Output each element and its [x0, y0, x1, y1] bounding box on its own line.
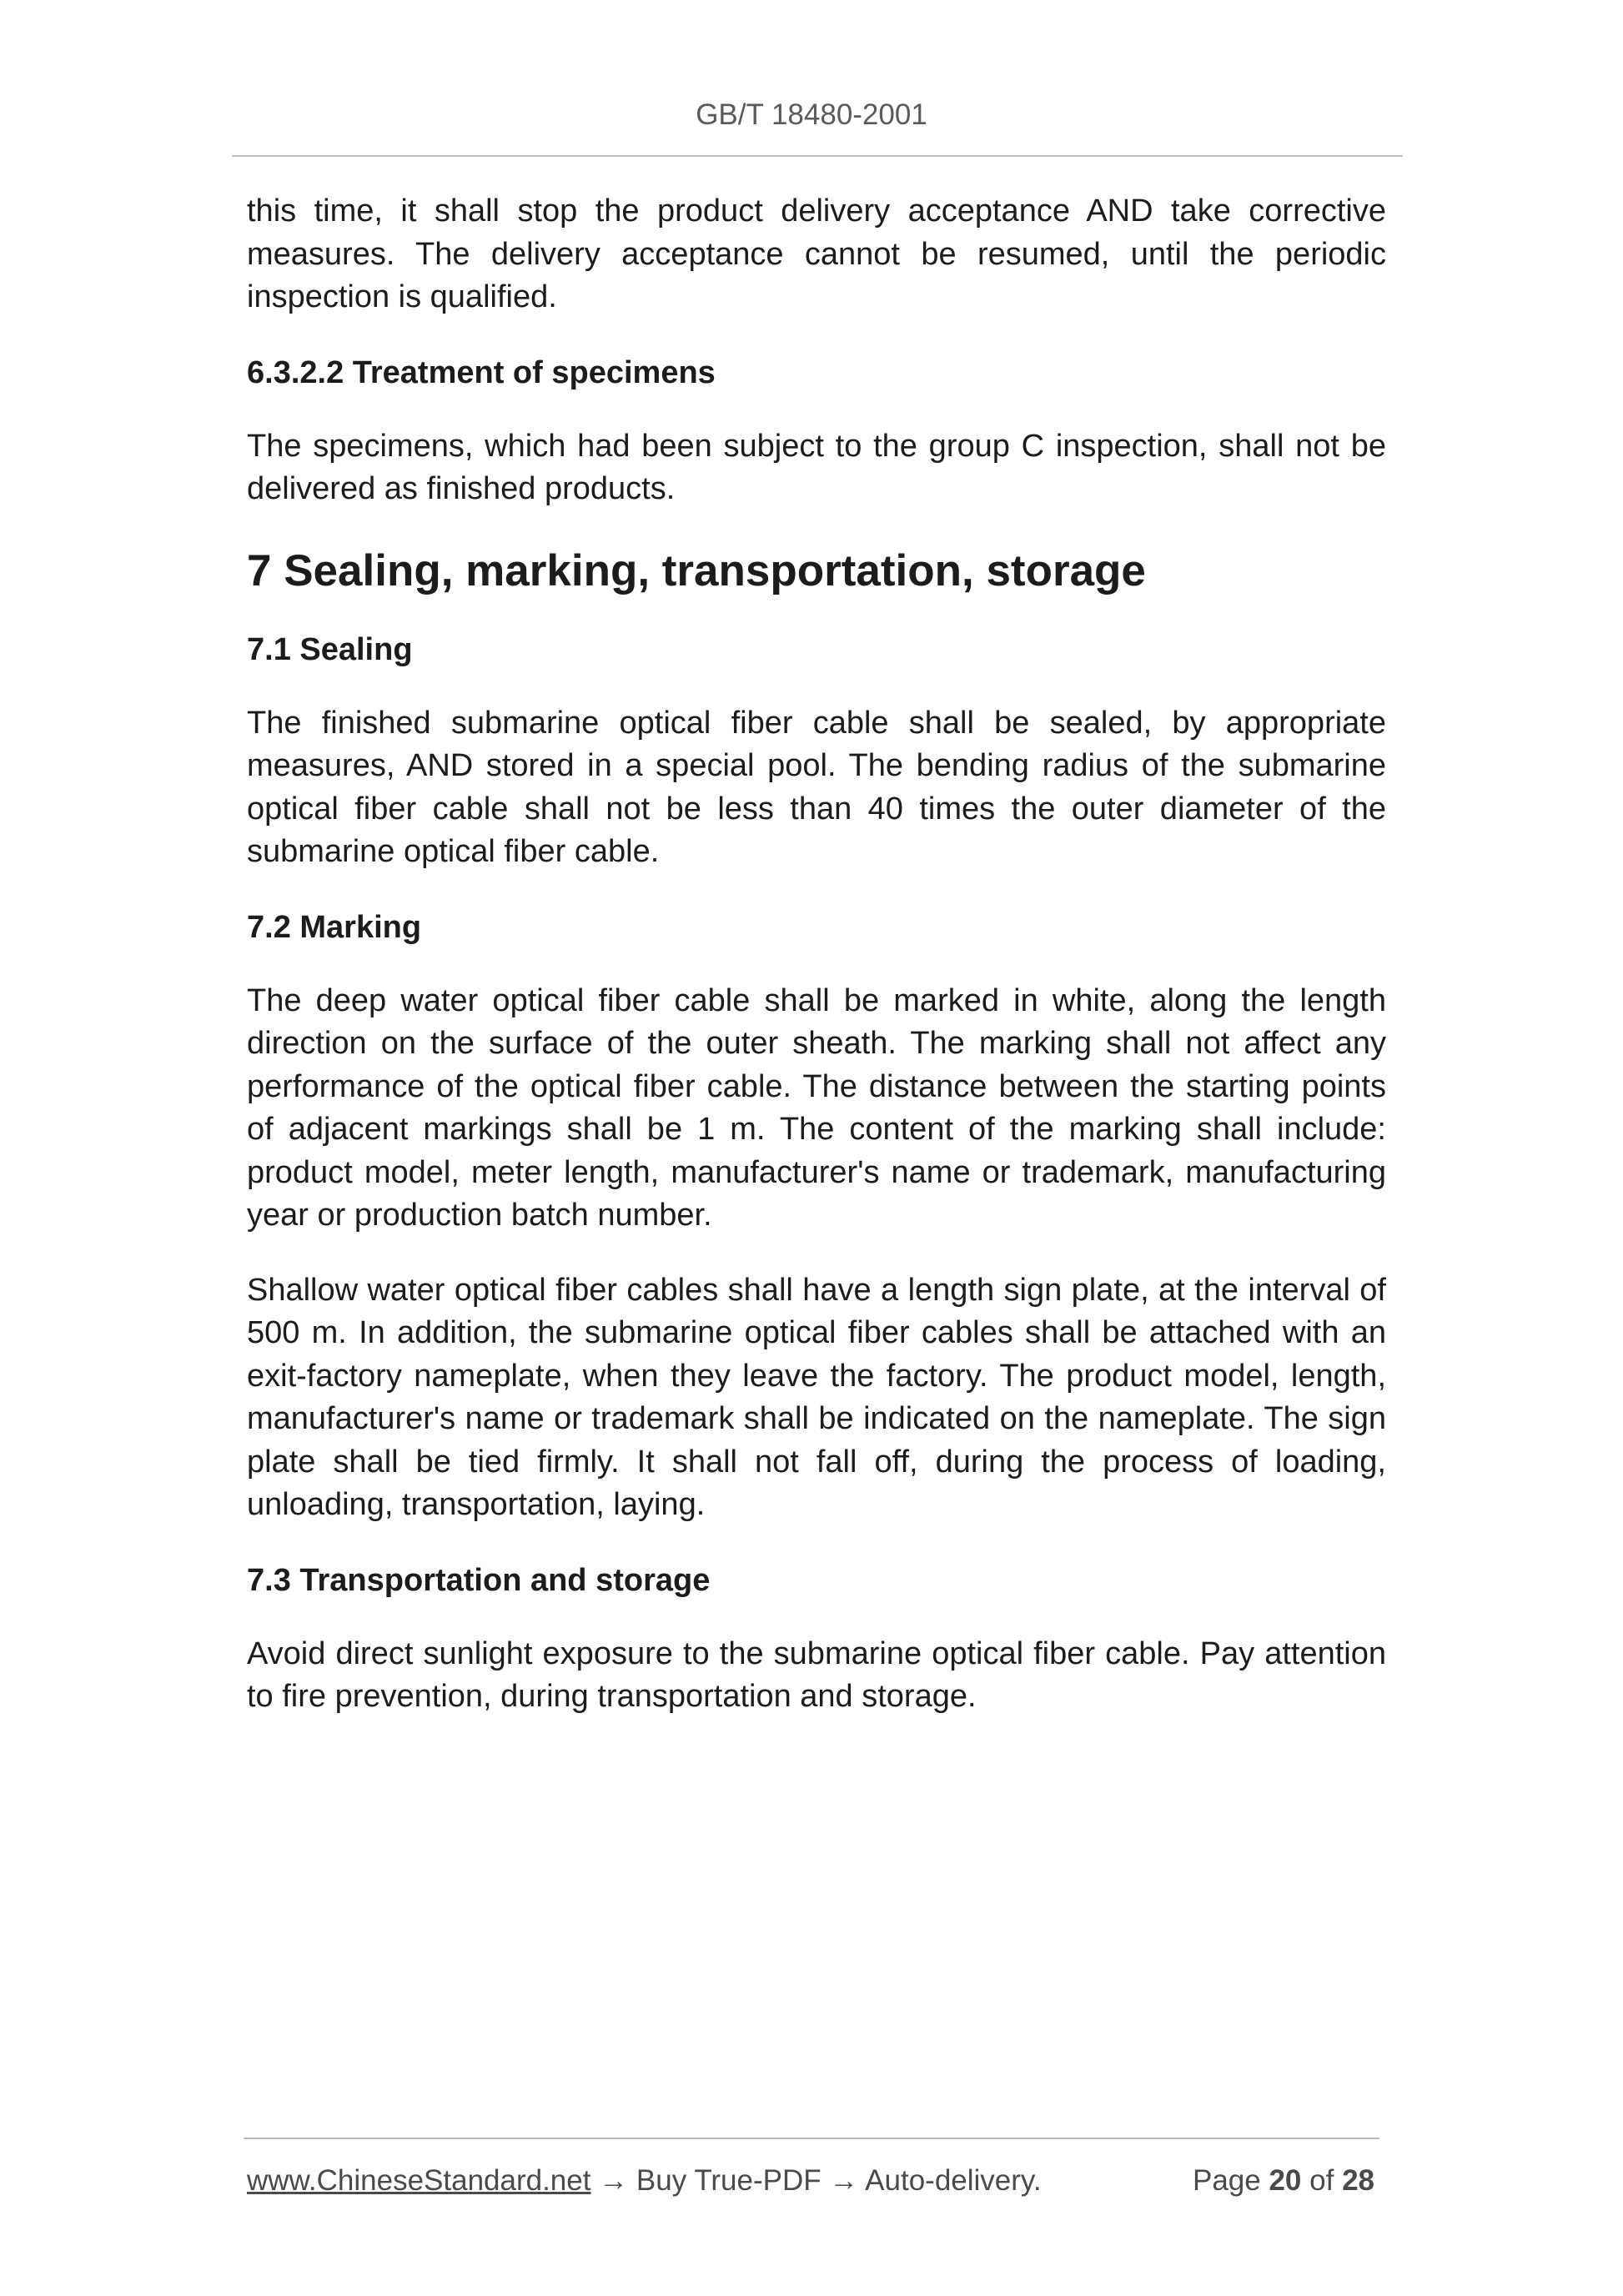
footer-promo	[247, 2160, 1042, 2202]
current-page: 20	[1269, 2164, 1302, 2197]
heading-7-3: 7.3 Transportation and storage	[247, 1562, 711, 1598]
paragraph-continuation: this time, it shall stop the product delivery acceptance AND take corrective measures. The delivery acceptance cannot be resumed, until the periodic inspection is qualified.	[247, 193, 1386, 314]
paragraph-7-1: The finished submarine optical fiber cable shall be sealed, by appropriate measures, AND stored in a special pool. The bending radius of the submarine optical fiber cable shall not be less than 40 times the outer diameter of the submarine optical fiber cable.	[247, 705, 1386, 869]
header-divider	[232, 155, 1403, 157]
footer-divider	[244, 2138, 1379, 2139]
page-label: Page	[1192, 2164, 1261, 2197]
paragraph-7-2-deep-water: The deep water optical fiber cable shall be marked in white, along the length direction on the surface of the outer sheath. The marking shall not affect any performance of the optical fiber cable. The distance between the starting points of adjacent markings shall be 1 m. The content of the marking shall include: product model, meter length, manufacturer's name or trademark, manufacturing year or production batch number.	[247, 982, 1386, 1233]
heading-7-2: 7.2 Marking	[247, 909, 422, 945]
heading-6-3-2-2: 6.3.2.2 Treatment of specimens	[247, 354, 716, 390]
heading-7-1: 7.1 Sealing	[247, 631, 413, 667]
paragraph-6-3-2-2: The specimens, which had been subject to the group C inspection, shall not be delivered as finished products.	[247, 428, 1386, 506]
of-label: of	[1309, 2164, 1334, 2197]
paragraph-7-2-shallow-water: Shallow water optical fiber cables shall have a length sign plate, at the interval of 500 m. In addition, the submarine optical fiber cables shall be attached with an exit-factory nameplate, when they leave the factory. The product model, length, manufacturer's name or trademark shall be indicated on the nameplate. The sign plate shall be tied firmly. It shall not fall off, during the process of loading, unloading, transportation, laying.	[247, 1272, 1386, 1522]
document-body	[247, 190, 1386, 1751]
heading-section-7: 7 Sealing, marking, transportation, storage	[247, 545, 1146, 595]
page-number	[1193, 2160, 1374, 2202]
total-pages: 28	[1342, 2164, 1374, 2197]
website-link[interactable]: www.ChineseStandard.net	[247, 2164, 591, 2197]
document-code-header: GB/T 18480-2001	[696, 98, 927, 131]
footer-tagline: → Buy True-PDF → Auto-delivery.	[590, 2164, 1042, 2197]
paragraph-7-3: Avoid direct sunlight exposure to the submarine optical fiber cable. Pay attention to fire prevention, during transportation and storage.	[247, 1635, 1386, 1714]
